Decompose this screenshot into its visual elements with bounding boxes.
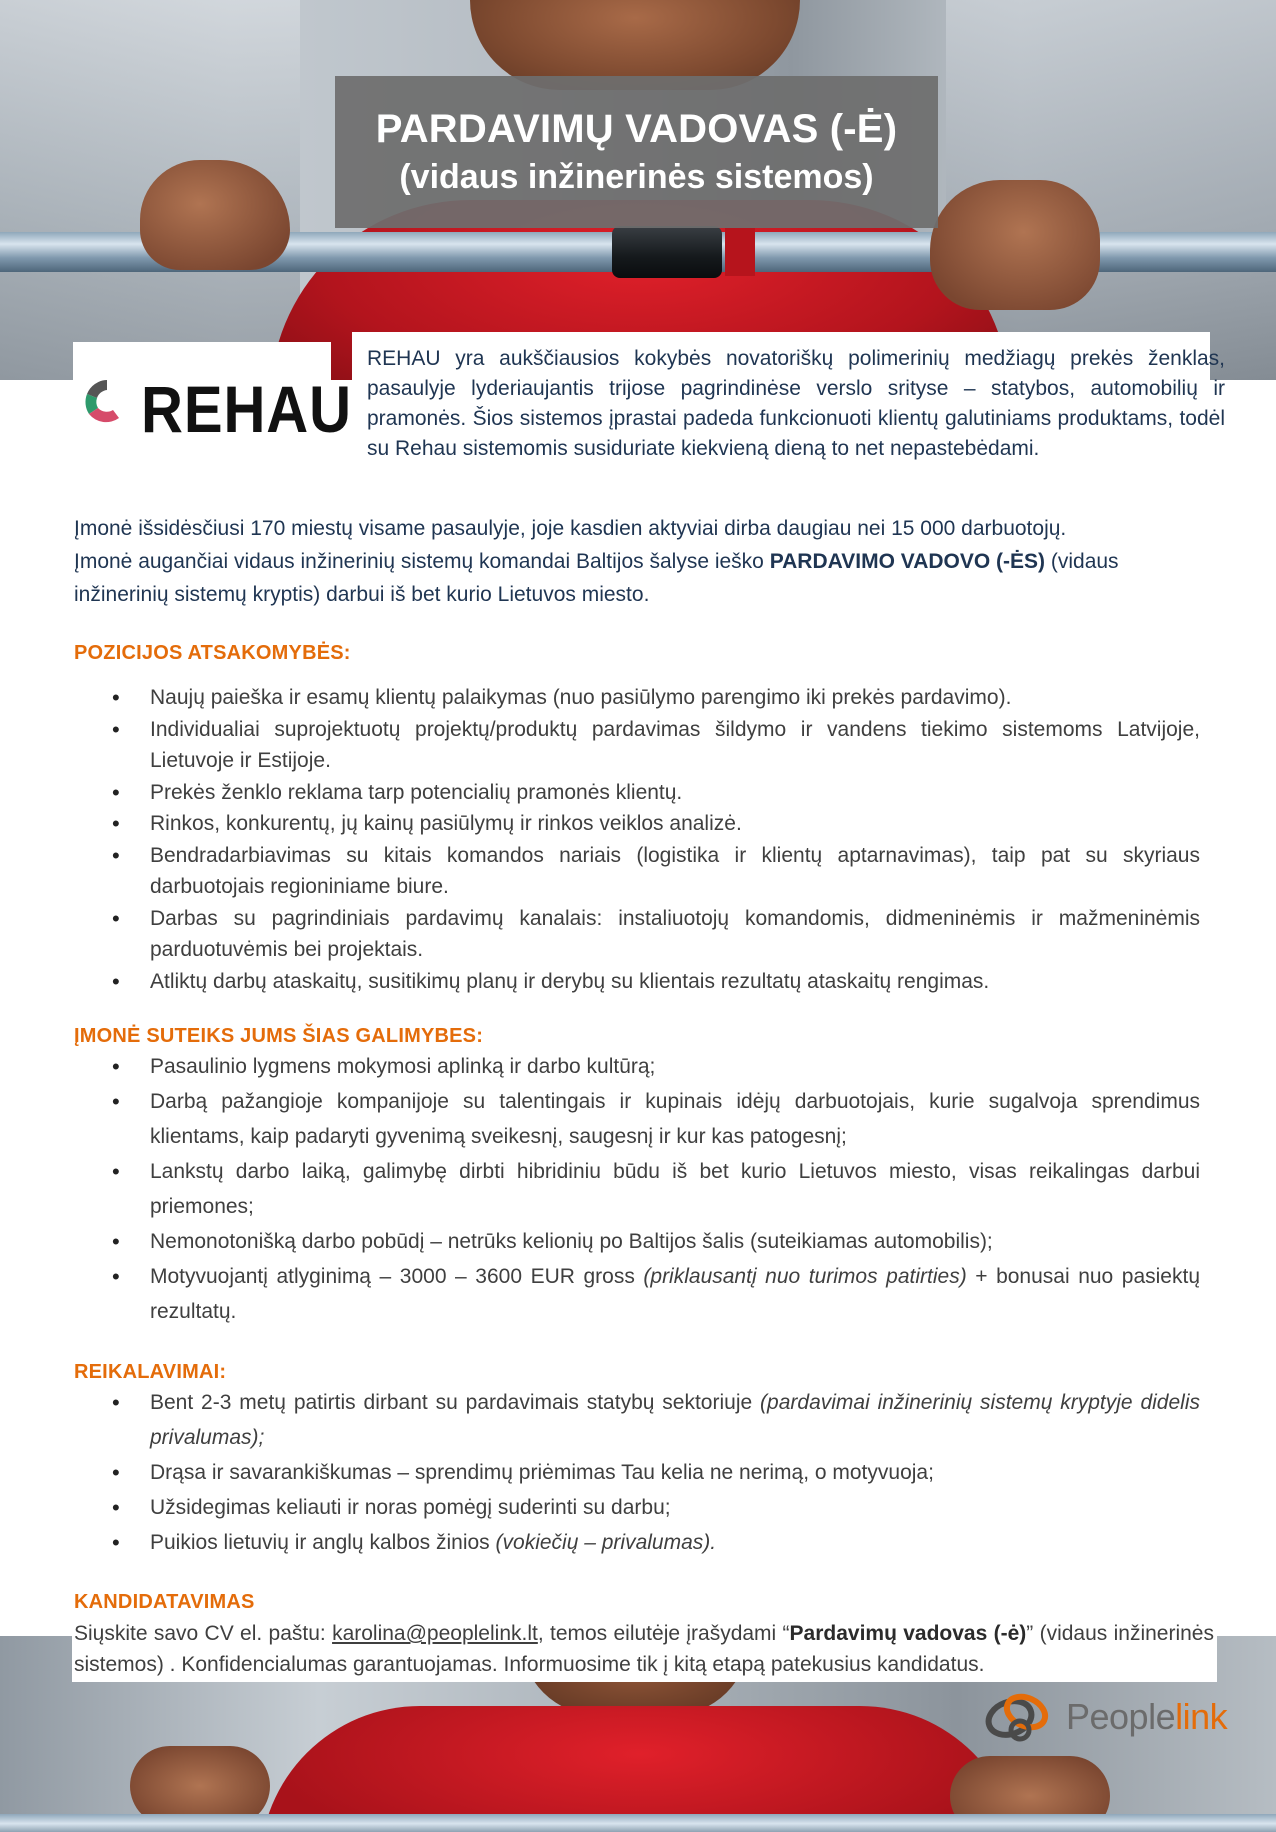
- rehau-mark-icon: [79, 374, 135, 430]
- offers-list: [110, 1049, 1200, 1329]
- list-item: • Lankstų darbo laiką, galimybę dirbti hibridiniu būdu iš bet kurio Lietuvos miesto, visas reikalingas darbui priemones;: [110, 1154, 1200, 1224]
- list-item: • Prekės ženklo reklama tarp potencialių pramonės klientų.: [110, 777, 1200, 809]
- list-item: • Naujų paieška ir esamų klientų palaikymas (nuo pasiūlymo parengimo iki prekės pardavimo).: [110, 682, 1200, 714]
- job-subtitle: (vidaus inžinerinės sistemos): [399, 158, 874, 196]
- peoplelink-wordmark: Peoplelink: [1066, 1696, 1228, 1737]
- list-item: • Pasaulinio lygmens mokymosi aplinką ir darbo kultūrą;: [110, 1049, 1200, 1084]
- rehau-logo: [73, 342, 352, 466]
- list-item: • Bendradarbiavimas su kitais komandos nariais (logistika ir klientų aptarnavimas), taip pat su skyriaus darbuotojais regioniniame biure.: [110, 840, 1200, 903]
- list-item: • Darbą pažangioje kompanijoje su talentingais ir kupinais idėjų darbuotojais, kurie sugalvoja sprendimus klientams, kaip padaryti gyvenimą sveikesnį, saugesnį ir kur kas patogesnį;: [110, 1084, 1200, 1154]
- intro-text: REHAU yra aukščiausios kokybės novatoriškų polimerinių medžiagų prekės ženklas, pasaulyje lyderiaujantis trijose pagrindinėse verslo srityse – statybos, automobilių ir pramonės. Šios sistemos įprastai padeda funkcionuoti klientų galutiniams produktams, todėl su Rehau sistemomis susiduriate kiekvieną dieną to net nepastebėdami.: [367, 347, 1225, 460]
- position-name: PARDAVIMO VADOVO (-ĖS): [769, 550, 1046, 573]
- requirements-list: [110, 1385, 1200, 1560]
- list-item: • Rinkos, konkurentų, jų kainų pasiūlymų ir rinkos veiklos analizė.: [110, 808, 1200, 840]
- list-item: • Bent 2-3 metų patirtis dirbant su pardavimais statybų sektoriuje (pardavimai inžinerinių sistemų kryptyje didelis privalumas);: [110, 1385, 1200, 1455]
- list-item: • Individualiai suprojektuotų projektų/produktų pardavimas šildymo ir vandens tiekimo sistemoms Latvijoje, Lietuvoje ir Estijoje.: [110, 714, 1200, 777]
- list-item: • Drąsa ir savarankiškumas – sprendimų priėmimas Tau kelia ne nerimą, o motyvuoja;: [110, 1455, 1200, 1490]
- list-item: • Puikios lietuvių ir anglų kalbos žinios (vokiečių – privalumas).: [110, 1525, 1200, 1560]
- job-title-box: [335, 76, 938, 228]
- rehau-wordmark: REHAU: [141, 372, 352, 446]
- responsibilities-list: [110, 682, 1200, 997]
- list-item: • Nemonotonišką darbo pobūdį – netrūks kelionių po Baltijos šalis (suteikiamas automobilis);: [110, 1224, 1200, 1259]
- job-title: PARDAVIMŲ VADOVAS (-Ė): [375, 107, 898, 151]
- company-description: Įmonė išsidėsčiusi 170 miestų visame pasaulyje, joje kasdien aktyviai dirba daugiau nei 15 000 darbuotojų. Įmonė augančiai vidaus inžinerinių sistemų komandai Baltijos šalyse ieško PARDAVIMO VADOVO (-ĖS) (vidaus inžinerinių sistemų kryptis) darbui iš bet kurio Lietuvos miesto.: [74, 517, 1119, 606]
- offers-heading: ĮMONĖ SUTEIKS JUMS ŠIAS GALIMYBES:: [74, 1025, 484, 1047]
- responsibilities-heading: POZICIJOS ATSAKOMYBĖS:: [74, 642, 351, 664]
- list-item: • Užsidegimas keliauti ir noras pomėgį suderinti su darbu;: [110, 1490, 1200, 1525]
- list-item: • Atliktų darbų ataskaitų, susitikimų planų ir derybų su klientais rezultatų ataskaitų rengimas.: [110, 966, 1200, 998]
- list-item: • Motyvuojantį atlyginimą – 3000 – 3600 EUR gross (priklausantį nuo turimos patirties) + bonusai nuo pasiektų rezultatų.: [110, 1259, 1200, 1329]
- list-item: • Darbas su pagrindiniais pardavimų kanalais: instaliuotojų komandomis, didmeninėmis ir mažmeninėmis parduotuvėmis bei projektais.: [110, 903, 1200, 966]
- email-link[interactable]: karolina@peoplelink.lt: [332, 1622, 538, 1645]
- requirements-heading: REIKALAVIMAI:: [74, 1361, 227, 1383]
- email-subject: Pardavimų vadovas (-ė): [789, 1622, 1027, 1645]
- application-heading: KANDIDATAVIMAS: [74, 1591, 255, 1613]
- application-text: Siųskite savo CV el. paštu: karolina@peoplelink.lt, temos eilutėje įrašydami “Pardavimų vadovas (-ė)” (vidaus inžinerinės sistemos) . Konfidencialumas garantuojamas. Informuosime tik į kitą etapą patekusius kandidatus.: [74, 1622, 1214, 1676]
